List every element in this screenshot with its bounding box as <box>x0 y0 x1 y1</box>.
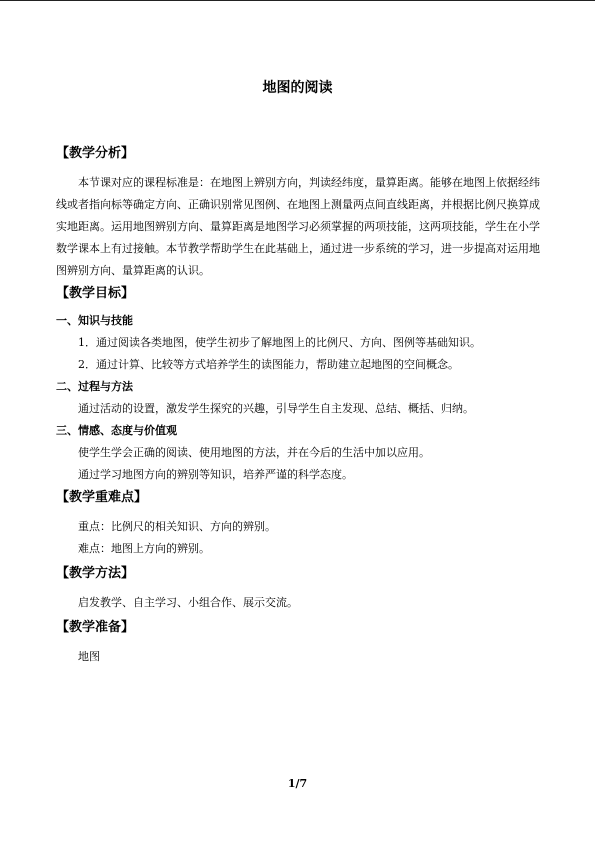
section-heading-analysis: 【教学分析】 <box>56 146 135 161</box>
page-number: 1/7 <box>287 777 308 790</box>
knowledge-item-1: 1．通过阅读各类地图，使学生初步了解地图上的比例尺、方向、图例等基础知识。 <box>78 336 481 349</box>
subheading-knowledge: 一、知识与技能 <box>56 314 133 327</box>
section-heading-preparation: 【教学准备】 <box>56 620 135 635</box>
page-title: 地图的阅读 <box>262 80 333 96</box>
process-text: 通过活动的设置，激发学生探究的兴趣，引导学生自主发现、总结、概括、归纳。 <box>78 402 474 415</box>
key-point-important: 重点：比例尺的相关知识、方向的辨别。 <box>78 520 276 533</box>
methods-text: 启发教学、自主学习、小组合作、展示交流。 <box>78 596 298 609</box>
emotion-line-2: 通过学习地图方向的辨别等知识，培养严谨的科学态度。 <box>78 468 353 481</box>
document-body <box>56 144 540 668</box>
key-point-difficult: 难点：地图上方向的辨别。 <box>78 542 210 555</box>
analysis-paragraph: 本节课对应的课程标准是：在地图上辨别方向，判读经纬度，量算距离。能够在地图上依据经纬线或者指向标等确定方向、正确识别常见图例、在地图上测量两点间直线距离，并根据比例尺换算成实地距离。运用地图辨别方向、量算距离是地图学习必须掌握的两项技能，这两项技能，学生在小学数学课本上有过接触。本节教学帮助学生在此基础上，通过进一步系统的学习，进一步提高对运用地图辨别方向、量算距离的认识。 <box>56 176 540 277</box>
section-heading-goals: 【教学目标】 <box>56 286 135 301</box>
header-rule <box>0 0 595 1</box>
subheading-process: 二、过程与方法 <box>56 380 133 393</box>
section-heading-methods: 【教学方法】 <box>56 566 135 581</box>
subheading-emotion: 三、情感、态度与价值观 <box>56 424 177 437</box>
section-heading-key-points: 【教学重难点】 <box>56 490 148 505</box>
emotion-line-1: 使学生学会正确的阅读、使用地图的方法，并在今后的生活中加以应用。 <box>78 446 430 459</box>
knowledge-item-2: 2．通过计算、比较等方式培养学生的读图能力，帮助建立起地图的空间概念。 <box>78 358 459 371</box>
preparation-text: 地图 <box>78 650 100 663</box>
